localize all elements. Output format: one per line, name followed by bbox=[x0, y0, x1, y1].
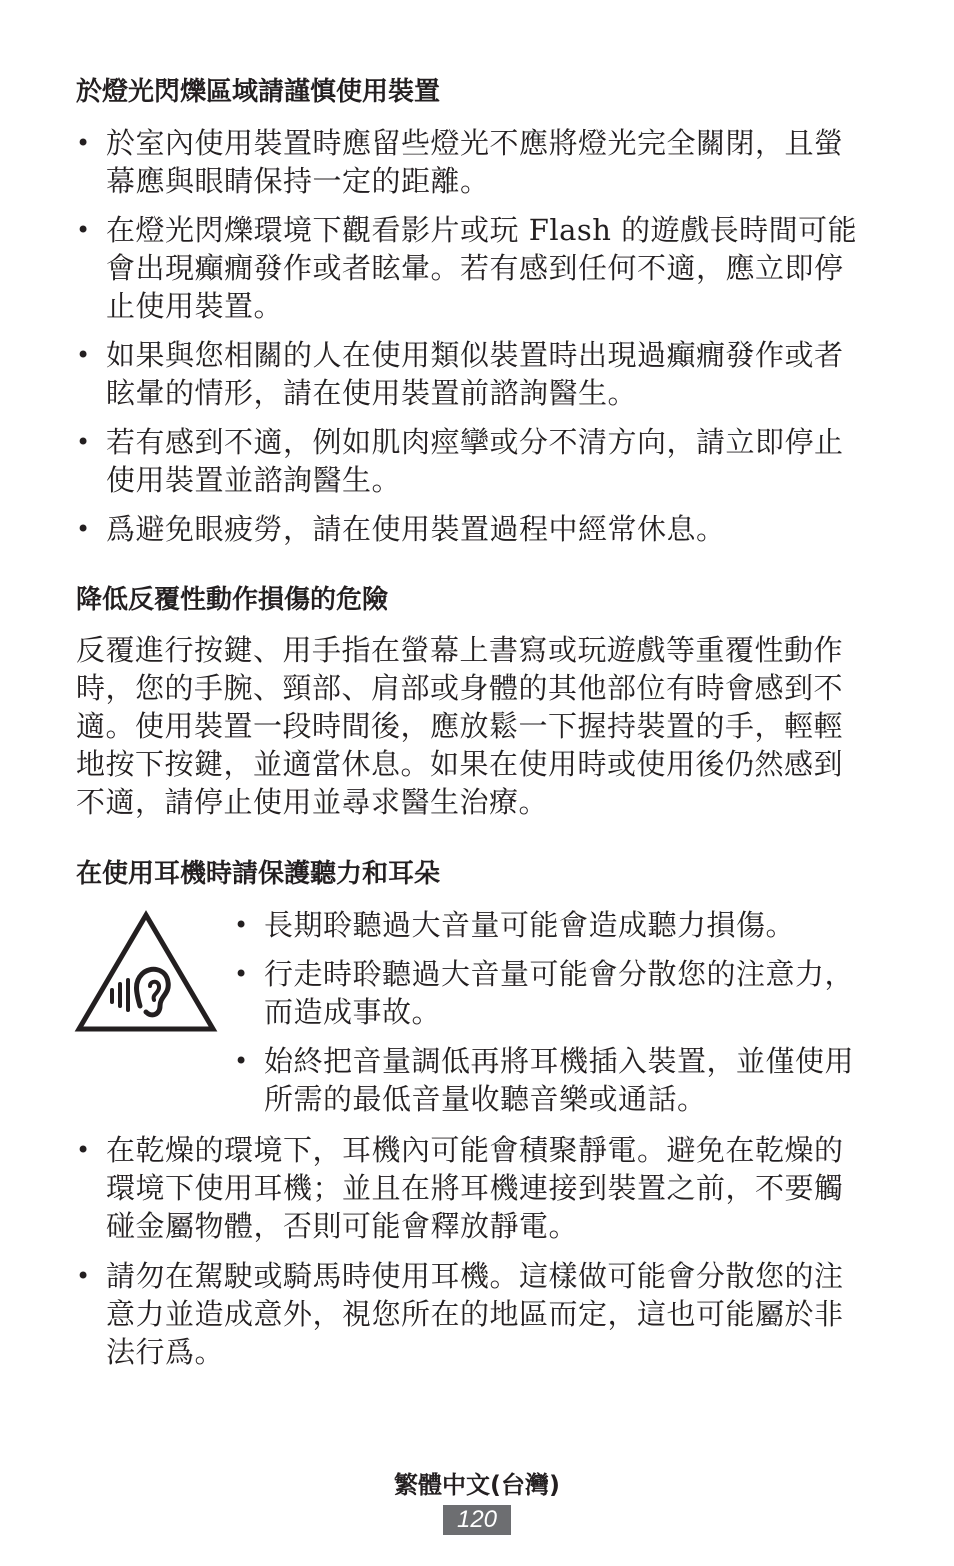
list-item: • 長期聆聽過大音量可能會造成聽力損傷。 bbox=[234, 906, 866, 944]
list-item: • 於室內使用裝置時應留些燈光不應將燈光完全關閉，且螢幕應與眼睛保持一定的距離。 bbox=[76, 124, 866, 200]
list-item: • 在燈光閃爍環境下觀看影片或玩 Flash 的遊戲長時間可能會出現癲癇發作或者眩暈。若有感到任何不適，應立即停止使用裝置。 bbox=[76, 211, 866, 325]
section-heading-repetitive-motion: 降低反覆性動作損傷的危險 bbox=[76, 585, 389, 615]
flashing-lights-list bbox=[76, 124, 866, 548]
repetitive-motion-paragraph: 反覆進行按鍵、用手指在螢幕上書寫或玩遊戲等重覆性動作時，您的手腕、頸部、肩部或身體的其他部位有時會感到不適。使用裝置一段時間後，應放鬆一下握持裝置的手，輕輕地按下按鍵，並適當休息。如果在使用時或使用後仍然感到不適，請停止使用並尋求醫生治療。 bbox=[76, 633, 844, 819]
footer-language: 繁體中文(台灣) bbox=[394, 1471, 560, 1499]
hearing-icon-list bbox=[234, 906, 866, 1118]
list-item: • 在乾燥的環境下，耳機內可能會積聚靜電。避免在乾燥的環境下使用耳機；並且在將耳機連接到裝置之前，不要觸碰金屬物體，否則可能會釋放靜電。 bbox=[76, 1131, 866, 1245]
section-heading-hearing: 在使用耳機時請保護聽力和耳朵 bbox=[76, 859, 441, 889]
page-number: 120 bbox=[443, 1505, 511, 1535]
list-item: • 若有感到不適，例如肌肉痙攣或分不清方向，請立即停止使用裝置並諮詢醫生。 bbox=[76, 423, 866, 499]
hearing-list bbox=[76, 1131, 866, 1371]
list-item: • 始終把音量調低再將耳機插入裝置，並僅使用所需的最低音量收聽音樂或通話。 bbox=[234, 1042, 866, 1118]
hearing-warning-icon bbox=[74, 910, 218, 1034]
list-item: • 請勿在駕駛或騎馬時使用耳機。這樣做可能會分散您的注意力並造成意外，視您所在的地區而定，這也可能屬於非法行爲。 bbox=[76, 1257, 866, 1371]
list-item: • 爲避免眼疲勞，請在使用裝置過程中經常休息。 bbox=[76, 510, 866, 548]
list-item: • 行走時聆聽過大音量可能會分散您的注意力，而造成事故。 bbox=[234, 955, 866, 1031]
section-heading-flashing-lights: 於燈光閃爍區域請謹慎使用裝置 bbox=[76, 77, 441, 107]
list-item: • 如果與您相關的人在使用類似裝置時出現過癲癇發作或者眩暈的情形，請在使用裝置前諮詢醫生。 bbox=[76, 336, 866, 412]
